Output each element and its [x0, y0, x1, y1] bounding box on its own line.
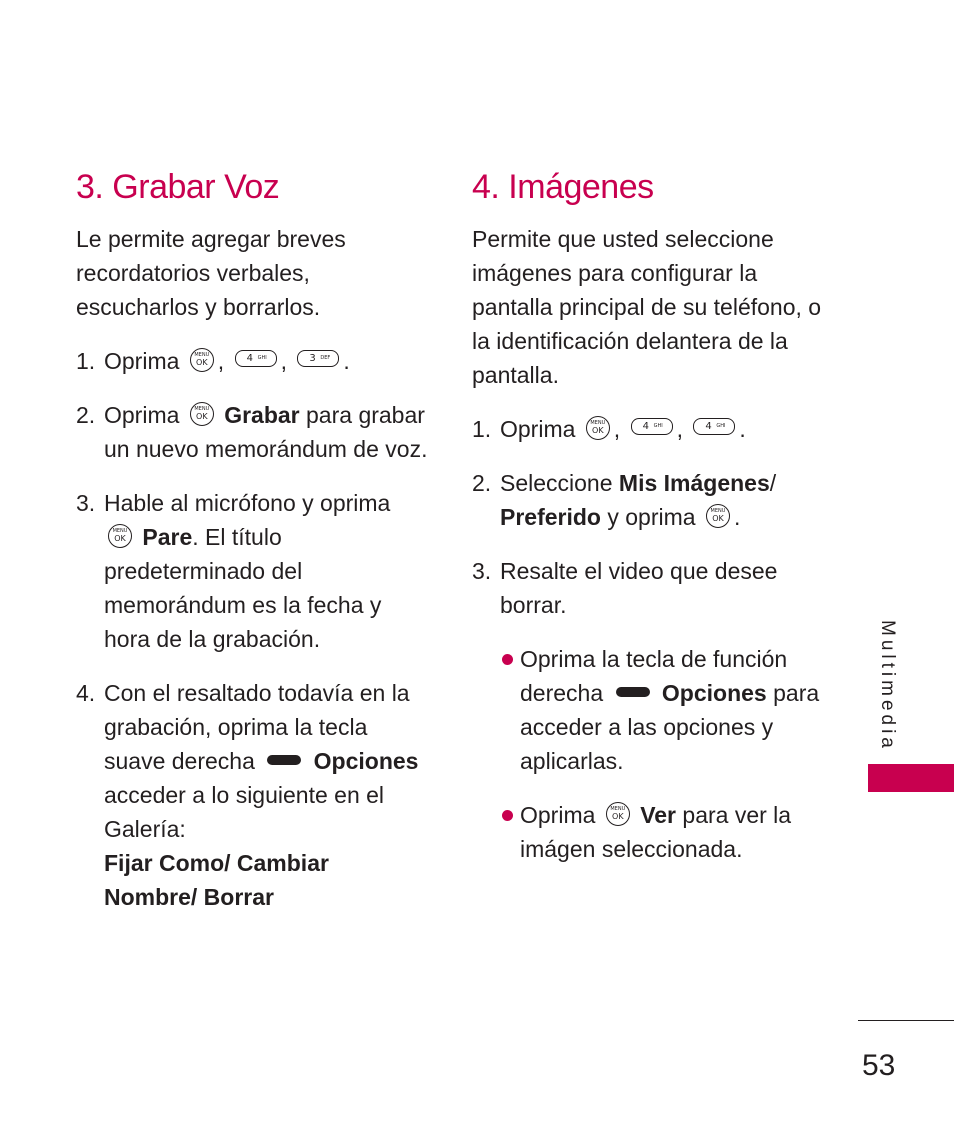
right-soft-key-icon [616, 687, 650, 697]
step-1: 1. Oprima MENU OK , 4 GHI , 3 DEF . [76, 344, 428, 378]
section-heading-grabar-voz: 3. Grabar Voz [76, 168, 280, 206]
step-4: 4. Con el resaltado todavía en la grabación, oprima la tecla suave derecha Opciones acceder a lo siguiente en el Galería: [76, 680, 419, 842]
step-1: 1. Oprima MENU OK , 4 GHI , 4 GHI . [472, 412, 832, 446]
bullet-options: Oprima la tecla de función derecha Opciones para acceder a las opciones y aplicarlas. [500, 642, 832, 778]
menu-ok-icon [190, 402, 214, 426]
footer-rule [858, 1020, 954, 1021]
options-list: Fijar Como/ Cambiar Nombre/ Borrar [104, 850, 329, 910]
keypad-key-icon: 4 GHI [631, 418, 673, 435]
keypad-key-icon: 3 DEF [297, 350, 339, 367]
step-2: 2. Oprima MENU OK Grabar para grabar un nuevo memorándum de voz. [76, 398, 428, 466]
menu-ok-icon [586, 416, 610, 440]
keypad-key-icon: 4 GHI [693, 418, 735, 435]
right-soft-key-icon [267, 755, 301, 765]
side-tab-bar [868, 764, 954, 792]
keypad-key-icon: 4 GHI [235, 350, 277, 367]
intro-text: Permite que usted seleccione imágenes para configurar la pantalla principal de su teléfono, o la identificación delantera de la pantalla. [472, 226, 822, 388]
page-number: 53 [862, 1049, 896, 1082]
menu-ok-icon [108, 524, 132, 548]
left-column [76, 166, 428, 914]
menu-ok-icon [706, 504, 730, 528]
bullet-view: Oprima MENU OK Ver para ver la imágen seleccionada. [500, 798, 832, 866]
step-3: 3. Resalte el video que desee borrar. [472, 558, 778, 618]
side-tab-label: Multimedia [877, 620, 898, 752]
step-3: 3. Hable al micrófono y oprima MENU OK Pare. El título predeterminado del memorándum es la fecha y hora de la grabación. [76, 486, 428, 656]
bullet-dot-icon [502, 654, 513, 665]
section-heading-imagenes: 4. Imágenes [472, 168, 654, 206]
bullet-dot-icon [502, 810, 513, 821]
intro-text: Le permite agregar breves recordatorios verbales, escucharlos y borrarlos. [76, 226, 346, 320]
menu-ok-icon [190, 348, 214, 372]
right-column [472, 166, 832, 866]
step-2: 2. Seleccione Mis Imágenes/ Preferido y oprima MENU OK . [472, 466, 832, 534]
menu-ok-icon [606, 802, 630, 826]
